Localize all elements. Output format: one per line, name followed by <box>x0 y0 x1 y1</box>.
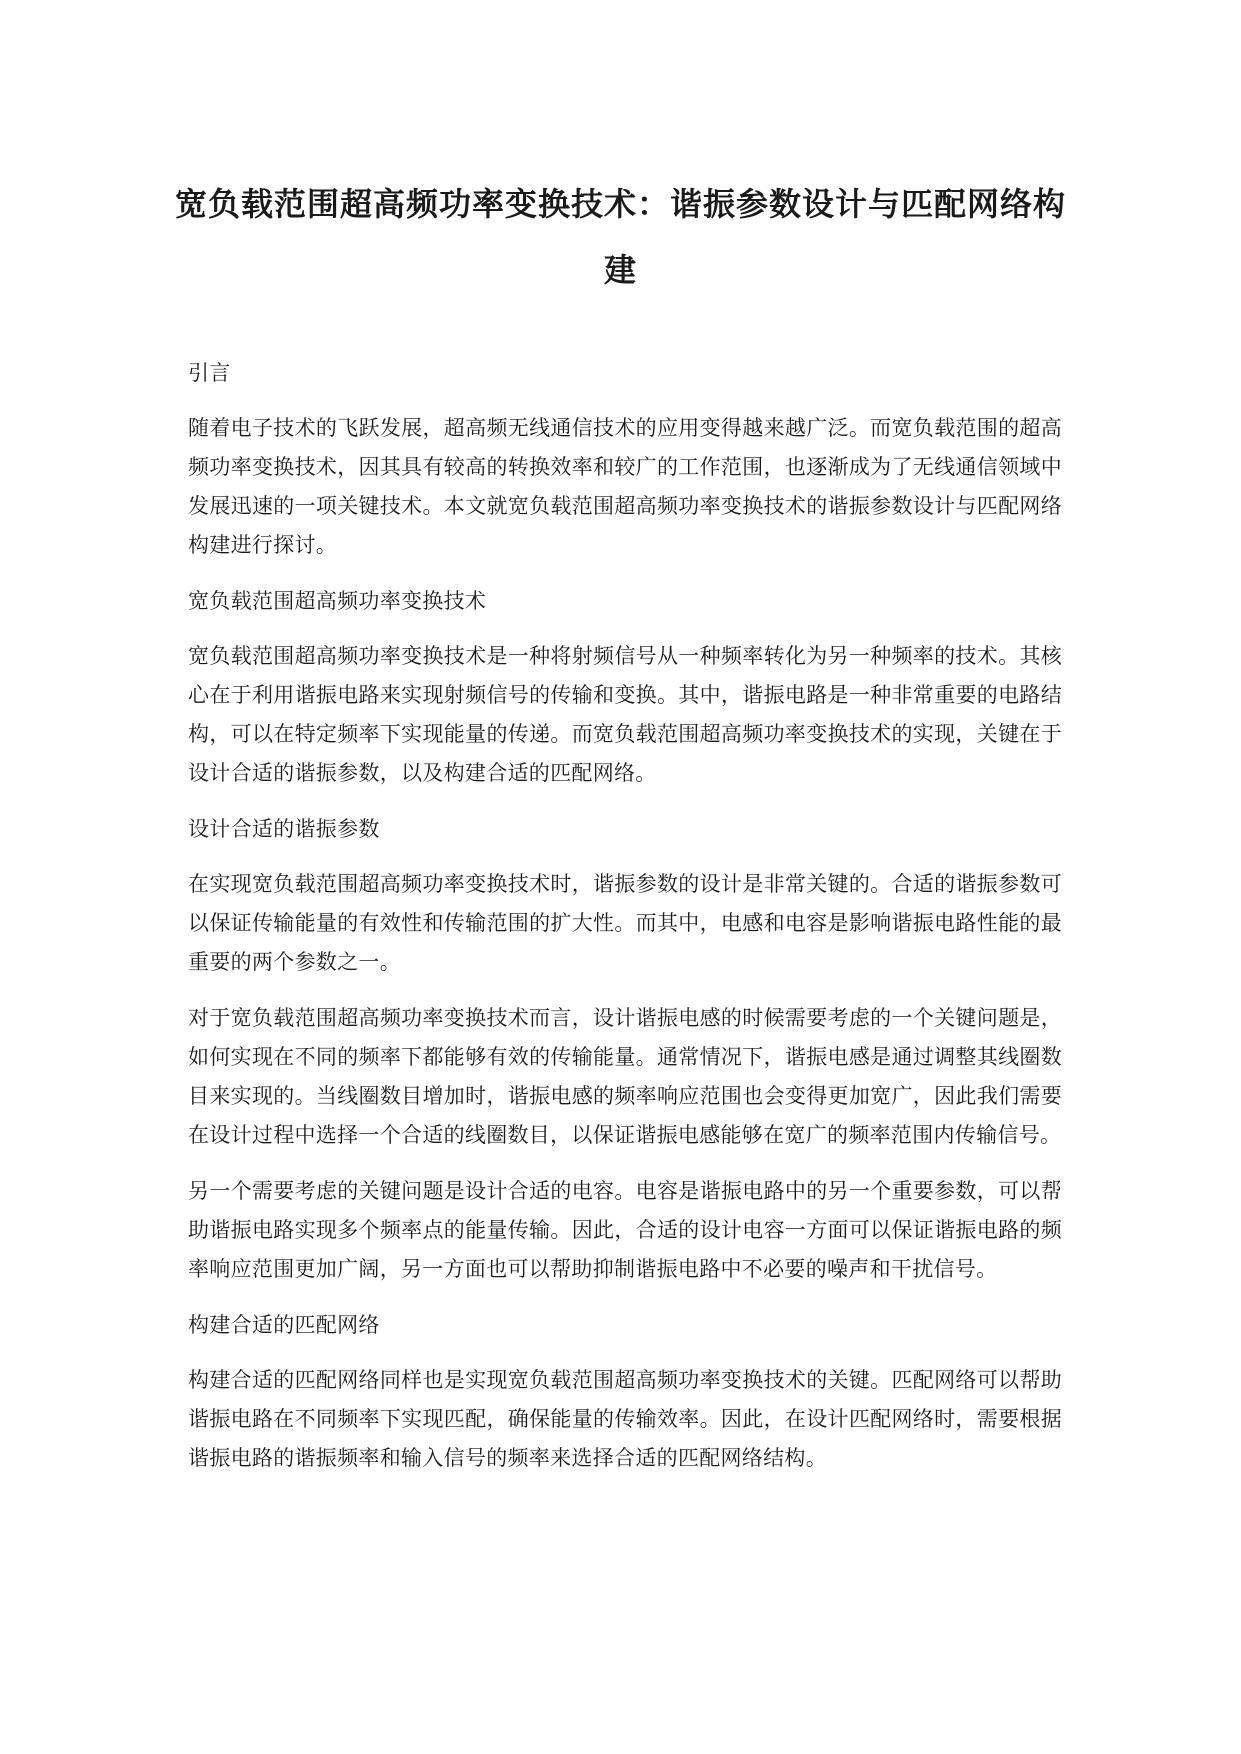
paragraph-technology: 宽负载范围超高频功率变换技术是一种将射频信号从一种频率转化为另一种频率的技术。其核心在于利用谐振电路来实现射频信号的传输和变换。其中，谐振电路是一种非常重要的电路结构，可以在特定频率下实现能量的传递。而宽负载范围超高频功率变换技术的实现，关键在于设计合适的谐振参数，以及构建合适的匹配网络。 <box>188 644 1062 785</box>
paragraph-capacitor-design: 另一个需要考虑的关键问题是设计合适的电容。电容是谐振电路中的另一个重要参数，可以帮助谐振电路实现多个频率点的能量传输。因此，合适的设计电容一方面可以保证谐振电路的频率响应范围更加广阔，另一方面也可以帮助抑制谐振电路中不必要的噪声和干扰信号。 <box>188 1179 1062 1281</box>
section-heading-intro: 引言 <box>188 361 231 385</box>
document-body <box>188 354 1062 1495</box>
section-heading-technology: 宽负载范围超高频功率变换技术 <box>188 589 487 613</box>
paragraph-inductor-design: 对于宽负载范围超高频功率变换技术而言，设计谐振电感的时候需要考虑的一个关键问题是，如何实现在不同的频率下都能够有效的传输能量。通常情况下，谐振电感是通过调整其线圈数目来实现的。当线圈数目增加时，谐振电感的频率响应范围也会变得更加宽广，因此我们需要在设计过程中选择一个合适的线圈数目，以保证谐振电感能够在宽广的频率范围内传输信号。 <box>188 1006 1062 1147</box>
paragraph-matching-network: 构建合适的匹配网络同样也是实现宽负载范围超高频功率变换技术的关键。匹配网络可以帮助谐振电路在不同频率下实现匹配，确保能量的传输效率。因此，在设计匹配网络时，需要根据谐振电路的谐振频率和输入信号的频率来选择合适的匹配网络结构。 <box>188 1368 1062 1470</box>
section-heading-matching-network: 构建合适的匹配网络 <box>188 1313 380 1337</box>
paragraph-intro: 随着电子技术的飞跃发展，超高频无线通信技术的应用变得越来越广泛。而宽负载范围的超高频功率变换技术，因其具有较高的转换效率和较广的工作范围，也逐渐成为了无线通信领域中发展迅速的一项关键技术。本文就宽负载范围超高频功率变换技术的谐振参数设计与匹配网络构建进行探讨。 <box>188 416 1062 557</box>
section-heading-resonance-parameters: 设计合适的谐振参数 <box>188 817 380 841</box>
document-title: 宽负载范围超高频功率变换技术：谐振参数设计与匹配网络构建 <box>174 185 1066 289</box>
paragraph-resonance-parameters: 在实现宽负载范围超高频功率变换技术时，谐振参数的设计是非常关键的。合适的谐振参数可以保证传输能量的有效性和传输范围的扩大性。而其中，电感和电容是影响谐振电路性能的最重要的两个参数之一。 <box>188 872 1062 974</box>
